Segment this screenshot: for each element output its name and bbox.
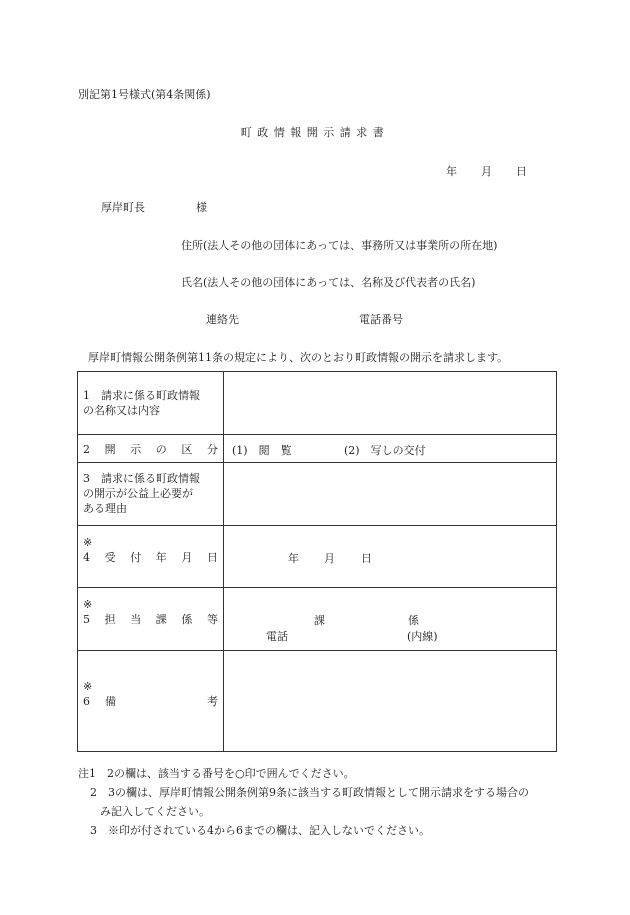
staff-in-charge-field	[224, 588, 557, 651]
row5-label-cell	[78, 588, 224, 651]
disclosure-type-field[interactable]	[224, 435, 557, 463]
option-copy[interactable]: (2) 写しの交付	[344, 444, 426, 457]
public-interest-reason-field[interactable]	[224, 463, 557, 526]
addressee: 厚岸町長	[101, 201, 145, 214]
row1-label-cell	[78, 372, 224, 435]
info-name-field[interactable]	[224, 372, 557, 435]
honorific: 様	[196, 201, 207, 214]
note-1: 注1 2の欄は、該当する番号を○印で囲んでください。	[78, 767, 355, 780]
notes-section	[78, 764, 529, 840]
phone-label: 電話番号	[359, 313, 403, 326]
date-month-label: 月	[481, 165, 492, 178]
row4-char: 年	[155, 551, 167, 564]
extension-label: (内線)	[407, 630, 438, 643]
address-label: 住所(法人その他の団体にあっては、事務所又は事業所の所在地)	[181, 239, 498, 252]
receipt-date-field	[224, 526, 557, 588]
row5-char: 担	[104, 613, 116, 626]
row2-number: 2	[83, 443, 90, 456]
name-label: 氏名(法人その他の団体にあっては、名称及び代表者の氏名)	[181, 276, 476, 289]
row5-char: 等	[206, 613, 218, 626]
row5-number: 5	[83, 613, 90, 626]
row3-label-line1: 請求に係る町政情報	[101, 472, 200, 485]
contact-label: 連絡先	[206, 313, 239, 326]
row3-number: 3	[83, 472, 90, 485]
form-identifier: 別記第1号様式(第4条関係)	[78, 88, 211, 101]
option-view[interactable]: (1) 閲 覧	[232, 444, 292, 457]
row5-char: 課	[155, 613, 167, 626]
request-form-table	[77, 371, 557, 752]
reserved-mark: ※	[83, 536, 93, 549]
note-3: 3 ※印が付されている4から6までの欄は、記入しないでください。	[90, 824, 430, 837]
note-2: 2 3の欄は、厚岸町情報公開条例第9条に該当する町政情報として開示請求をする場合の	[90, 786, 529, 799]
receipt-year-label: 年	[288, 552, 299, 565]
row2-label-cell	[78, 435, 224, 463]
date-year-label: 年	[446, 165, 457, 178]
row6-char: 備	[105, 695, 116, 708]
intro-statement: 厚岸町情報公開条例第11条の規定により、次のとおり町政情報の開示を請求します。	[88, 351, 509, 364]
table-row	[78, 526, 557, 588]
staff-phone-label: 電話	[266, 630, 288, 643]
receipt-month-label: 月	[324, 552, 335, 565]
table-row	[78, 588, 557, 651]
note-2-continued: み記入してください。	[100, 805, 210, 818]
row1-label-line1: 請求に係る町政情報	[101, 389, 200, 402]
row4-char: 月	[181, 551, 193, 564]
document-title: 町政情報開示請求書	[240, 126, 390, 139]
date-day-label: 日	[516, 165, 527, 178]
receipt-day-label: 日	[361, 552, 372, 565]
row6-label-cell	[78, 651, 224, 752]
section-label: 課	[314, 614, 325, 627]
reserved-mark: ※	[83, 598, 93, 611]
row6-char: 考	[207, 695, 218, 708]
row4-char: 日	[206, 551, 218, 564]
row1-label-line2: の名称又は内容	[83, 404, 160, 417]
row6-number: 6	[83, 695, 90, 708]
row2-char: 開	[104, 443, 116, 456]
row5-char: 係	[181, 613, 193, 626]
row2-char: 分	[206, 443, 218, 456]
row5-char: 当	[130, 613, 142, 626]
table-row	[78, 372, 557, 435]
table-row	[78, 651, 557, 752]
row1-number: 1	[83, 389, 90, 402]
table-row	[78, 435, 557, 463]
row2-char: 区	[181, 443, 193, 456]
subsection-label: 係	[408, 614, 419, 627]
reserved-mark: ※	[83, 680, 93, 693]
row4-char: 付	[130, 551, 142, 564]
row4-label-cell	[78, 526, 224, 588]
row2-char: の	[155, 443, 167, 456]
row3-label-line2: の開示が公益上必要が	[83, 487, 193, 500]
remarks-field	[224, 651, 557, 752]
table-row	[78, 463, 557, 526]
row4-number: 4	[83, 551, 90, 564]
row2-char: 示	[130, 443, 142, 456]
row3-label-line3: ある理由	[83, 502, 127, 515]
row3-label-cell	[78, 463, 224, 526]
row4-char: 受	[104, 551, 116, 564]
